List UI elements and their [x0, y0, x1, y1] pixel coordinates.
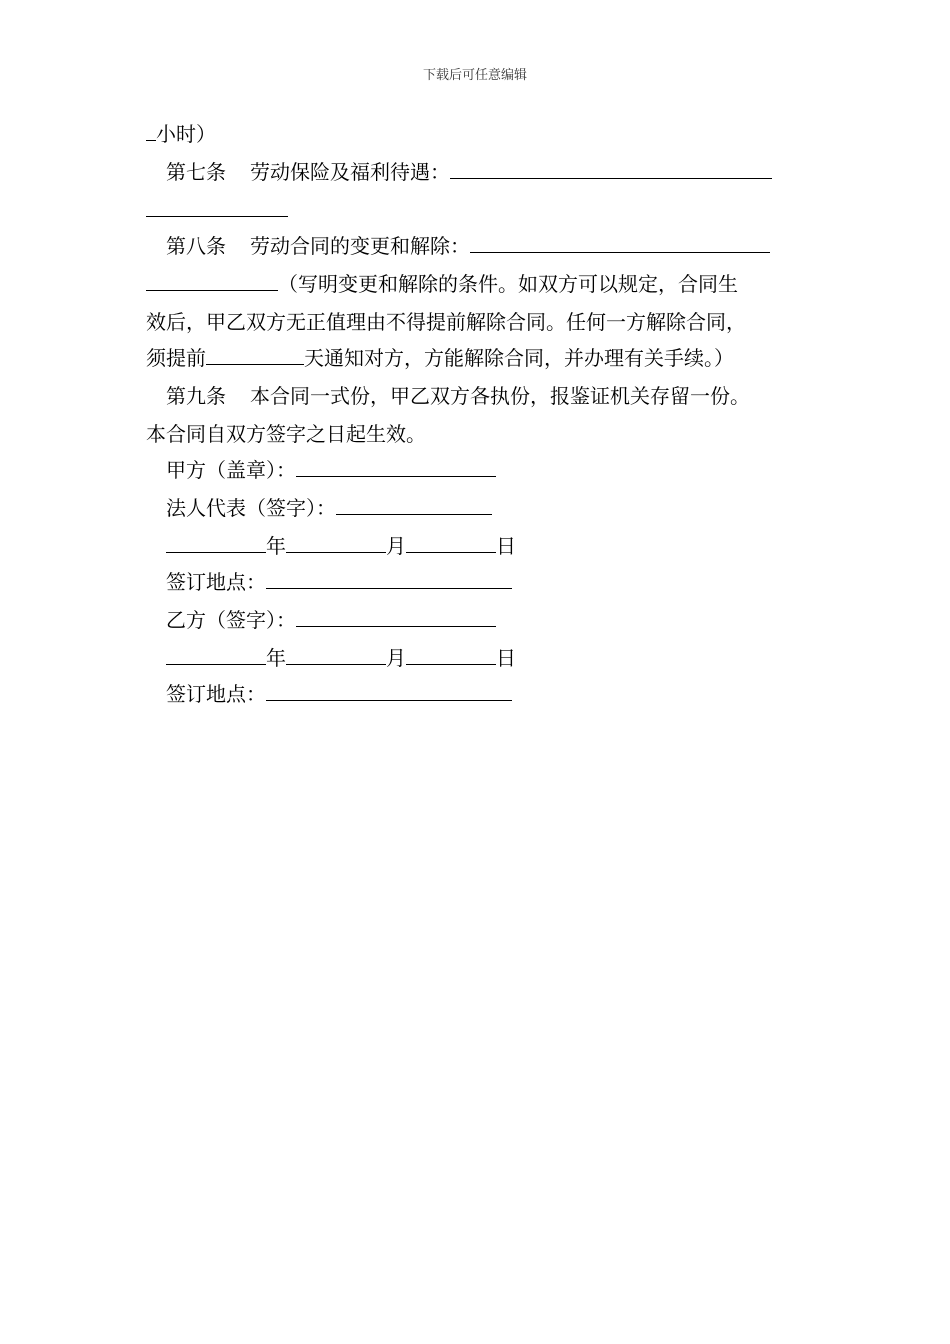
article-8	[166, 232, 770, 260]
welfare-blank[interactable]	[450, 158, 772, 179]
month-blank[interactable]	[286, 644, 386, 665]
legal-rep-line: 法人代表（签字）：	[166, 494, 492, 522]
blank-field[interactable]	[146, 120, 156, 141]
year-blank[interactable]	[166, 644, 266, 665]
article-7-text: 劳动保险及福利待遇：	[250, 160, 450, 184]
place-line-a: 签订地点：	[166, 568, 512, 596]
article-8-cont3: 须提前 天通知对方，方能解除合同，并办理有关手续。）	[146, 346, 734, 370]
year-blank[interactable]	[166, 532, 266, 553]
article-7	[166, 158, 772, 186]
day-blank[interactable]	[406, 532, 496, 553]
date-line-a: 年 月 日	[166, 532, 516, 560]
place-blank-b[interactable]	[266, 680, 512, 701]
party-b-line: 乙方（签字）：	[166, 606, 496, 634]
article-7-cont	[146, 196, 288, 224]
notice-days-blank[interactable]	[206, 344, 304, 365]
article-9-label: 第九条	[166, 384, 226, 408]
termination-blank[interactable]	[470, 232, 770, 253]
place-blank-a[interactable]	[266, 568, 512, 589]
article-7-label: 第七条	[166, 160, 226, 184]
article-9-text: 本合同一式份，甲乙双方各执份，报鉴证机关存留一份。	[250, 384, 750, 408]
article-9	[166, 382, 750, 410]
termination-blank-cont[interactable]	[146, 270, 278, 291]
article-8-text: 劳动合同的变更和解除：	[250, 234, 470, 258]
month-blank[interactable]	[286, 532, 386, 553]
place-line-b: 签订地点：	[166, 680, 512, 708]
legal-rep-signature-blank[interactable]	[336, 494, 492, 515]
article-9-cont: 本合同自双方签字之日起生效。	[146, 422, 426, 446]
article-6-tail: 小时）	[146, 120, 216, 148]
page-header: 下载后可任意编辑	[422, 68, 527, 83]
date-line-b: 年 月 日	[166, 644, 516, 672]
party-a-seal-blank[interactable]	[296, 456, 496, 477]
day-blank[interactable]	[406, 644, 496, 665]
article-8-label: 第八条	[166, 234, 226, 258]
party-b-signature-blank[interactable]	[296, 606, 496, 627]
welfare-blank-cont[interactable]	[146, 196, 288, 217]
party-a-line: 甲方（盖章）：	[166, 456, 496, 484]
article-8-cont2: 效后，甲乙双方无正值理由不得提前解除合同。任何一方解除合同，	[146, 310, 746, 334]
article-8-cont1: （写明变更和解除的条件。如双方可以规定，合同生	[146, 270, 738, 298]
